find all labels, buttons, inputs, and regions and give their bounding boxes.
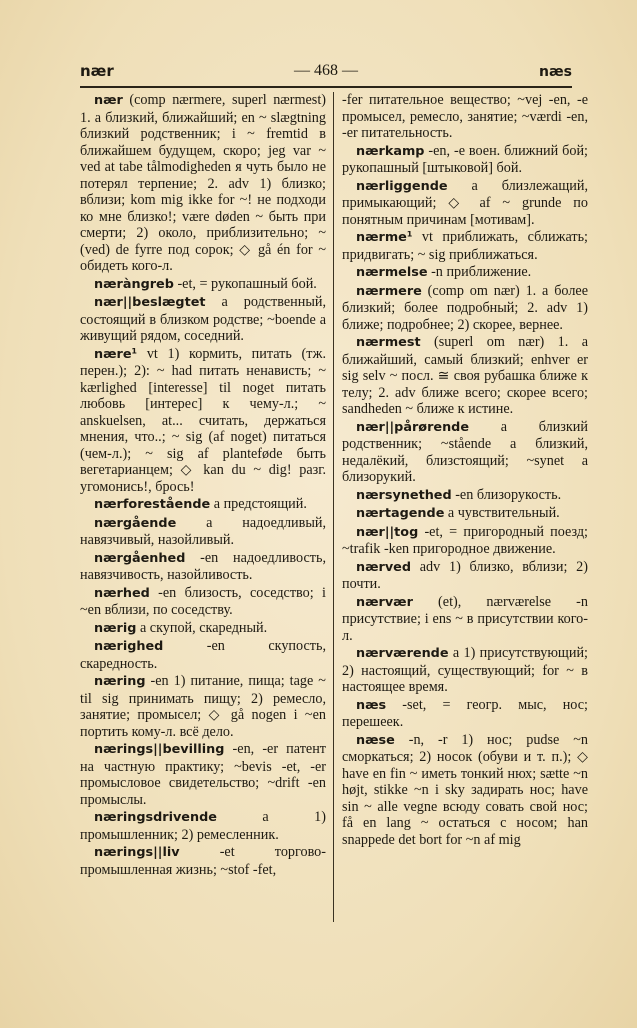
dictionary-entry bbox=[342, 334, 588, 418]
entry-headword: nærliggende bbox=[356, 178, 448, 194]
entry-headword: næse bbox=[356, 732, 395, 748]
entry-headword: nærgåenhed bbox=[94, 550, 186, 566]
entry-headword: nær bbox=[94, 93, 123, 108]
entry-definition: (superl om nær) 1. a ближайший, самый близкий; enhver er sig selv ~ посл. ≅ своя рубашка ближе к телу; 2. adv ближе всего; скорее всего; sandheden ~ ближе к истине. bbox=[342, 334, 588, 417]
dictionary-entry bbox=[80, 638, 326, 672]
dictionary-entry bbox=[342, 264, 588, 282]
dictionary-entry bbox=[80, 346, 326, 496]
entry-headword: nærtagende bbox=[356, 506, 445, 521]
entry-definition: (et), nærværelse -n присутствие; i ens ~ в присутствии кого-л. bbox=[342, 593, 588, 644]
entry-headword: nærved bbox=[356, 559, 412, 575]
dictionary-entry bbox=[342, 645, 588, 696]
entry-headword: nærighed bbox=[94, 639, 164, 654]
entry-definition: -en 1) питание, пища; tage ~ til sig принимать пищу; 2) ремесло, занятие; промысел; ◇ gå nogen i ~en портить кому-л. всё дело. bbox=[80, 673, 326, 740]
dictionary-entry bbox=[80, 294, 326, 345]
entry-headword: næringsdrivende bbox=[94, 810, 217, 825]
entry-headword: næring bbox=[94, 674, 146, 689]
entry-definition: a 1) промышленник; 2) ремесленник. bbox=[80, 809, 326, 843]
entry-definition: a родственный, состоящий в близком родстве; ~boende a живущий рядом, соседний. bbox=[80, 294, 326, 344]
entry-definition: vt 1) кормить, питать (тж. перен.); 2): ~ had питать ненависть; ~ kærlighed [interesse] til noget питать любовь [интерес] к чему-л.; ~ anskuelsen, at... считать, держаться мнения, что..; ~ sig (af noget) питаться (чем-л.); ~ sig af plantеføde быть вегетарианцем; ◇ kan du ~ dig! разг. угомонись!, брось! bbox=[80, 345, 326, 495]
dictionary-entry bbox=[80, 844, 326, 878]
entry-definition: a скупой, скаредный. bbox=[136, 619, 268, 636]
entry-headword: nærmelse bbox=[356, 265, 428, 280]
entry-definition: -n приближение. bbox=[427, 264, 532, 280]
dictionary-entry bbox=[342, 419, 588, 486]
entry-definition: -en близость, соседство; i ~en вблизи, по соседству. bbox=[80, 584, 326, 618]
right-column bbox=[342, 92, 588, 922]
dictionary-entry bbox=[80, 276, 326, 294]
dictionary-entry bbox=[80, 92, 326, 275]
entry-definition: a 1) присутствующий; 2) настоящий, существующий; for ~ в настоящее время. bbox=[342, 645, 588, 695]
entry-headword: nærme¹ bbox=[356, 230, 413, 245]
entry-headword: nære¹ bbox=[94, 346, 138, 362]
dictionary-entry bbox=[342, 594, 588, 645]
entry-definition: -et, = рукопашный бой. bbox=[173, 275, 317, 292]
entry-headword: nærforestående bbox=[94, 497, 211, 512]
entry-headword: nærværende bbox=[356, 646, 449, 661]
entry-definition: (comp nærmere, superl nærmest) 1. a близкий, ближайший; en ~ slægtning близкий родственник; i ~ fremtid в ближайшем будущем, скоро; jeg var ~ ved at tabe tålmodigheden я чуть было не потерял терпение; 2. adv 1) близко; вблизи; kom mig ikke for ~! не подходи ко мне близко!; være døden ~ быть при смерти; 2) около, приблизительно; ~ (ved) de fyrre под сорок; ◇ gå én for ~ обидеть кого-л. bbox=[80, 92, 326, 274]
dictionary-entry bbox=[80, 809, 326, 843]
entry-headword: nærig bbox=[94, 620, 137, 636]
running-head-right: næs bbox=[539, 64, 572, 80]
dictionary-entry bbox=[80, 496, 326, 514]
entry-definition: (comp om nær) 1. a более близкий; более подробный; 2. adv 1) ближе; подробнее; 2) скорее, вернее. bbox=[342, 282, 588, 333]
entry-definition: -en надоедливость, навязчивость, назойливость. bbox=[80, 549, 326, 583]
dictionary-entry bbox=[342, 524, 588, 558]
entry-definition: vt приближать, сближать; придвигать; ~ sig приближаться. bbox=[342, 229, 588, 263]
left-column bbox=[80, 92, 326, 922]
entry-definition: -set, = геогр. мыс, нос; перешеек. bbox=[342, 696, 588, 730]
entry-headword: næràngreb bbox=[94, 276, 174, 292]
entry-definition: -n, -r 1) нос; pudse ~n сморкаться; 2) носок (обуви и т. п.); ◇ have en fin ~ иметь тонкий нюх; sætte ~n højt, stikke ~n i sky задирать нос; have sin ~ alle vegne всюду совать свой нос; få en lang ~ остаться с носом; han snappede det bort for ~n af mig bbox=[342, 731, 588, 848]
entry-definition: -en, -e воен. ближний бой; рукопашный [штыковой] бой. bbox=[342, 142, 588, 176]
entry-definition: -en близорукость. bbox=[451, 486, 562, 503]
entry-definition: -en скупость, скаредность. bbox=[80, 638, 326, 672]
entry-headword: nærmest bbox=[356, 335, 421, 350]
entry-headword: nær||pårørende bbox=[356, 419, 470, 435]
dictionary-entry bbox=[80, 673, 326, 740]
entry-definition: a чувствительный. bbox=[444, 505, 560, 521]
entry-headword: nærvær bbox=[356, 594, 413, 610]
dictionary-entry bbox=[342, 143, 588, 177]
entry-headword: nærings||liv bbox=[94, 845, 180, 860]
entry-headword: næs bbox=[356, 697, 387, 713]
entry-definition: a близлежащий, примыкающий; ◇ af ~ grunde по понятным причинам [мотивам]. bbox=[342, 177, 588, 228]
entry-headword: nærgående bbox=[94, 515, 177, 531]
dictionary-entry bbox=[80, 515, 326, 549]
dictionary-entry bbox=[80, 620, 326, 638]
dictionary-entry bbox=[342, 178, 588, 229]
entry-headword: nærkamp bbox=[356, 143, 425, 159]
entry-definition: a надоедливый, навязчивый, назойливый. bbox=[80, 514, 326, 548]
header-rule bbox=[80, 86, 572, 88]
entry-definition: -en, -er патент на частную практику; ~bevis -et, -er промысловое свидетельство; ~drift -en промыслы. bbox=[80, 741, 326, 808]
dictionary-entry bbox=[342, 229, 588, 263]
dictionary-entry bbox=[80, 585, 326, 619]
entry-definition: -fer питательное вещество; ~vej -en, -e промысел, ремесло, занятие; ~værdi -en, -er питательность. bbox=[342, 92, 588, 141]
entry-headword: nærmere bbox=[356, 283, 422, 299]
dictionary-entry bbox=[342, 505, 588, 523]
entry-headword: nær||beslægtet bbox=[94, 295, 206, 310]
column-divider bbox=[333, 92, 334, 922]
running-head-left: nær bbox=[80, 62, 114, 80]
entry-headword: nærhed bbox=[94, 585, 150, 601]
dictionary-entry bbox=[342, 283, 588, 334]
dictionary-entry bbox=[342, 92, 588, 142]
dictionary-entry bbox=[342, 732, 588, 849]
entry-headword: nær||tog bbox=[356, 524, 419, 540]
entry-headword: nærings||bevilling bbox=[94, 742, 225, 757]
entry-headword: nærsynethed bbox=[356, 487, 452, 503]
entry-definition: adv 1) близко, вблизи; 2) почти. bbox=[342, 558, 588, 592]
entry-definition: a предстоящий. bbox=[210, 496, 307, 512]
dictionary-entry bbox=[342, 559, 588, 593]
page-number: — 468 — bbox=[294, 62, 358, 79]
dictionary-entry bbox=[80, 741, 326, 808]
dictionary-entry bbox=[80, 550, 326, 584]
page-header bbox=[80, 62, 572, 84]
entry-definition: a близкий родственник; ~stående a близкий, недалёкий, близстоящий; ~synet a близорукий. bbox=[342, 418, 588, 485]
entry-definition: -et торгово-промышленная жизнь; ~stof -fet, bbox=[80, 844, 326, 878]
dictionary-entry bbox=[342, 697, 588, 731]
entry-definition: -et, = пригородный поезд; ~trafik -ken пригородное движение. bbox=[342, 523, 588, 557]
dictionary-entry bbox=[342, 487, 588, 505]
